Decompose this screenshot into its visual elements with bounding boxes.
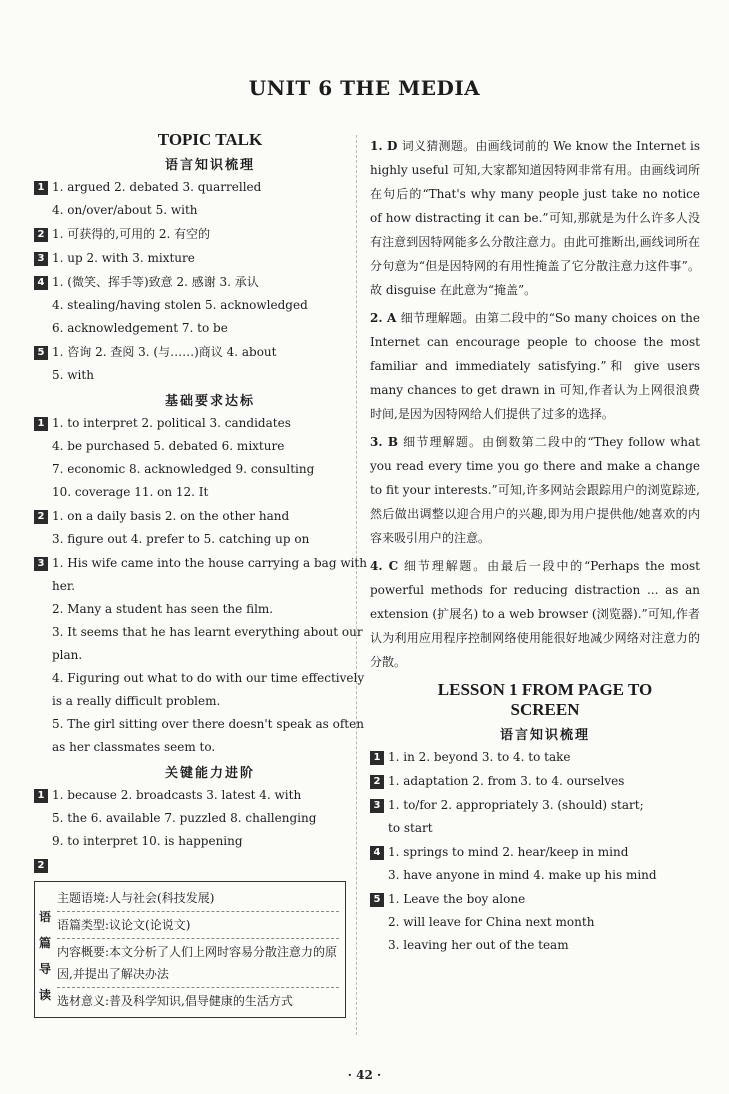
exercise-text: 4. Figuring out what to do with our time effectively	[52, 671, 365, 685]
exercise-text: her.	[52, 579, 76, 593]
answer-label: 2. A	[370, 311, 397, 325]
section-heading: 关键能力进阶	[164, 766, 255, 781]
exercise-number-badge: 5	[34, 346, 48, 360]
exercise-text: 1. Leave the boy alone	[388, 892, 526, 906]
exercise-group	[34, 784, 346, 853]
exercise-text: 2. Many a student has seen the film.	[52, 602, 274, 616]
exercise-text: to start	[388, 821, 433, 835]
exercise-text: 7. economic 8. acknowledged 9. consulting	[52, 462, 315, 476]
exercise-text: 1. on a daily basis 2. on the other hand	[52, 509, 290, 523]
section-body	[34, 784, 346, 877]
guide-side-char: 篇	[38, 936, 51, 950]
exercise-group	[34, 271, 346, 340]
lesson-section-heading: 语言知识梳理	[499, 728, 590, 743]
exercise-line	[34, 271, 346, 294]
exercise-line	[34, 435, 346, 458]
exercise-number-badge: 2	[370, 775, 384, 789]
column-divider	[356, 135, 357, 1035]
exercise-line	[370, 746, 700, 769]
exercise-line	[34, 317, 346, 340]
left-sections	[34, 154, 367, 877]
exercise-line	[34, 364, 346, 387]
exercise-text: 3. It seems that he has learnt everything about our	[52, 625, 363, 639]
exercise-group	[34, 552, 367, 759]
answer-item	[370, 306, 700, 426]
exercise-text: plan.	[52, 648, 83, 662]
exercise-text: 9. to interpret 10. is happening	[52, 834, 243, 848]
exercise-text: 1. in 2. beyond 3. to 4. to take	[388, 750, 571, 764]
exercise-line	[34, 481, 346, 504]
exercise-number-badge: 4	[34, 276, 48, 290]
exercise-group	[34, 854, 346, 877]
exercise-line	[34, 621, 363, 644]
guide-side-char: 语	[38, 910, 51, 924]
exercise-line	[34, 552, 367, 575]
section-heading: 语言知识梳理	[164, 158, 255, 173]
exercise-text: is a really difficult problem.	[52, 694, 221, 708]
lesson-title-line-1: LESSON 1 FROM PAGE TO	[437, 680, 653, 699]
exercise-line	[370, 864, 700, 887]
exercise-line	[34, 690, 346, 713]
exercise-number-badge: 2	[34, 510, 48, 524]
exercise-group	[370, 770, 700, 793]
lesson-title	[390, 680, 700, 720]
exercise-text: 4. be purchased 5. debated 6. mixture	[52, 439, 285, 453]
exercise-text: 1. springs to mind 2. hear/keep in mind	[388, 845, 629, 859]
answer-explanations	[370, 134, 700, 674]
exercise-line	[34, 667, 365, 690]
exercise-text: 2. will leave for China next month	[388, 915, 595, 929]
exercise-group	[370, 888, 700, 957]
answer-label: 3. B	[370, 435, 399, 449]
exercise-line	[370, 841, 700, 864]
exercise-text: 1. to/for 2. appropriately 3. (should) start;	[388, 798, 644, 812]
page-number: · 42 ·	[347, 1068, 382, 1082]
exercise-line	[34, 854, 346, 877]
exercise-line	[34, 294, 346, 317]
answer-item	[370, 134, 700, 302]
exercise-group	[370, 794, 700, 840]
exercise-line	[34, 458, 346, 481]
exercise-text: 1. adaptation 2. from 3. to 4. ourselves	[388, 774, 625, 788]
exercise-group	[34, 223, 346, 246]
exercise-number-badge: 3	[370, 799, 384, 813]
exercise-text: 3. figure out 4. prefer to 5. catching up on	[52, 532, 310, 546]
exercise-number-badge: 1	[370, 751, 384, 765]
exercise-number-badge: 1	[34, 181, 48, 195]
right-column	[370, 134, 700, 958]
exercise-line	[370, 770, 700, 793]
exercise-text: 1. 咨询 2. 查阅 3. (与……)商议 4. about	[52, 345, 277, 359]
exercise-line	[34, 528, 346, 551]
exercise-line	[34, 575, 346, 598]
exercise-line	[34, 598, 346, 621]
guide-row: 内容概要:本文分析了人们上网时容易分散注意力的原因,并提出了解决办法	[57, 939, 339, 988]
answer-item	[370, 430, 700, 550]
topic-title: TOPIC TALK	[157, 130, 263, 149]
exercise-group	[34, 412, 346, 504]
guide-row: 主题语境:人与社会(科技发展)	[57, 885, 339, 912]
exercise-number-badge: 3	[34, 252, 48, 266]
guide-side-char: 读	[38, 988, 51, 1002]
exercise-line	[370, 817, 700, 840]
exercise-line	[34, 830, 346, 853]
exercise-line	[370, 888, 700, 911]
guide-rows	[57, 885, 339, 1014]
answer-text: 细节理解题。由第二段中的“So many choices on the Internet can encourage people to choose the most familiar and immediately satisfying.”和 give users many chances to get drawn in 可知,作者认为上网很浪费时间,是因为因特网给人们提供了过多的选择。	[370, 311, 701, 421]
guide-side-label	[38, 904, 52, 1008]
exercise-text: 1. 可获得的,可用的 2. 有空的	[52, 227, 211, 241]
exercise-text: 10. coverage 11. on 12. It	[52, 485, 209, 499]
exercise-text: 4. on/over/about 5. with	[52, 203, 198, 217]
exercise-line	[370, 934, 700, 957]
exercise-text: 5. with	[52, 368, 94, 382]
exercise-number-badge: 1	[34, 417, 48, 431]
exercise-number-badge: 1	[34, 789, 48, 803]
exercise-line	[34, 736, 346, 759]
exercise-text: 1. (微笑、挥手等)致意 2. 感谢 3. 承认	[52, 275, 259, 289]
exercise-line	[34, 223, 346, 246]
answer-text: 细节理解题。由倒数第二段中的“They follow what you read every time you go there and make a change to fit your interests.”可知,许多网站会跟踪用户的浏览踪迹,然后做出调整以迎合用户的兴趣,即为用户提供他/她喜欢的内容来吸引用户的注意。	[370, 435, 700, 545]
exercise-text: 5. the 6. available 7. puzzled 8. challenging	[52, 811, 317, 825]
exercise-line	[34, 247, 346, 270]
answer-item	[370, 554, 700, 674]
exercise-line	[34, 341, 346, 364]
section-heading: 基础要求达标	[164, 394, 255, 409]
exercise-text: 5. The girl sitting over there doesn't speak as often	[52, 717, 364, 731]
exercise-line	[34, 199, 346, 222]
exercise-number-badge: 3	[34, 557, 48, 571]
left-column	[34, 128, 367, 1018]
answer-label: 1. D	[370, 139, 398, 153]
section-body	[34, 176, 346, 387]
exercise-group	[34, 247, 346, 270]
answer-text: 词义猜测题。由画线词前的 We know the Internet is highly useful 可知,大家都知道因特网非常有用。由画线词所在句后的“That's why many people just take no notice of how distracting it can be.”可知,那就是为什么许多人没有注意到因特网能多么分散注意力。由此可推断出,画线词所在分句意为“但是因特网的有用性掩盖了它分散注意力这件事”。故 disguise 在此意为“掩盖”。	[370, 139, 700, 297]
guide-side-char: 导	[38, 962, 51, 976]
exercise-text: 1. up 2. with 3. mixture	[52, 251, 195, 265]
exercise-text: 1. because 2. broadcasts 3. latest 4. with	[52, 788, 302, 802]
exercise-text: 3. have anyone in mind 4. make up his mind	[388, 868, 657, 882]
page-title: UNIT 6 THE MEDIA	[248, 76, 481, 100]
exercise-number-badge: 5	[370, 893, 384, 907]
guide-box	[34, 881, 346, 1018]
exercise-line	[34, 505, 346, 528]
answer-text: 细节理解题。由最后一段中的“Perhaps the most powerful methods for reducing distraction ... as an extension (扩展名) to a web browser (浏览器).”可知,作者认为利用应用程序控制网络使用能很好地减少网络对注意力的分散。	[370, 559, 700, 669]
exercise-number-badge: 2	[34, 859, 48, 873]
exercise-text: 1. His wife came into the house carrying a bag with	[52, 556, 367, 570]
exercise-line	[34, 412, 346, 435]
exercise-text: 1. to interpret 2. political 3. candidates	[52, 416, 291, 430]
exercise-line	[34, 713, 364, 736]
exercise-text: 6. acknowledgement 7. to be	[52, 321, 228, 335]
lesson-groups	[370, 746, 700, 957]
exercise-number-badge: 4	[370, 846, 384, 860]
exercise-text: as her classmates seem to.	[52, 740, 216, 754]
exercise-line	[34, 807, 346, 830]
exercise-group	[370, 746, 700, 769]
exercise-line	[370, 911, 700, 934]
exercise-group	[34, 176, 346, 222]
exercise-group	[370, 841, 700, 887]
exercise-text: 1. argued 2. debated 3. quarrelled	[52, 180, 262, 194]
exercise-line	[34, 176, 346, 199]
exercise-group	[34, 505, 346, 551]
exercise-text: 4. stealing/having stolen 5. acknowledged	[52, 298, 308, 312]
guide-row: 语篇类型:议论文(论说文)	[57, 912, 339, 939]
exercise-number-badge: 2	[34, 228, 48, 242]
exercise-line	[370, 794, 700, 817]
exercise-line	[34, 784, 346, 807]
exercise-text: 3. leaving her out of the team	[388, 938, 569, 952]
answer-label: 4. C	[370, 559, 399, 573]
exercise-group	[34, 341, 346, 387]
section-body	[34, 412, 367, 759]
lesson-title-line-2: SCREEN	[510, 700, 580, 719]
guide-row: 选材意义:普及科学知识,倡导健康的生活方式	[57, 994, 293, 1008]
exercise-line	[34, 644, 346, 667]
